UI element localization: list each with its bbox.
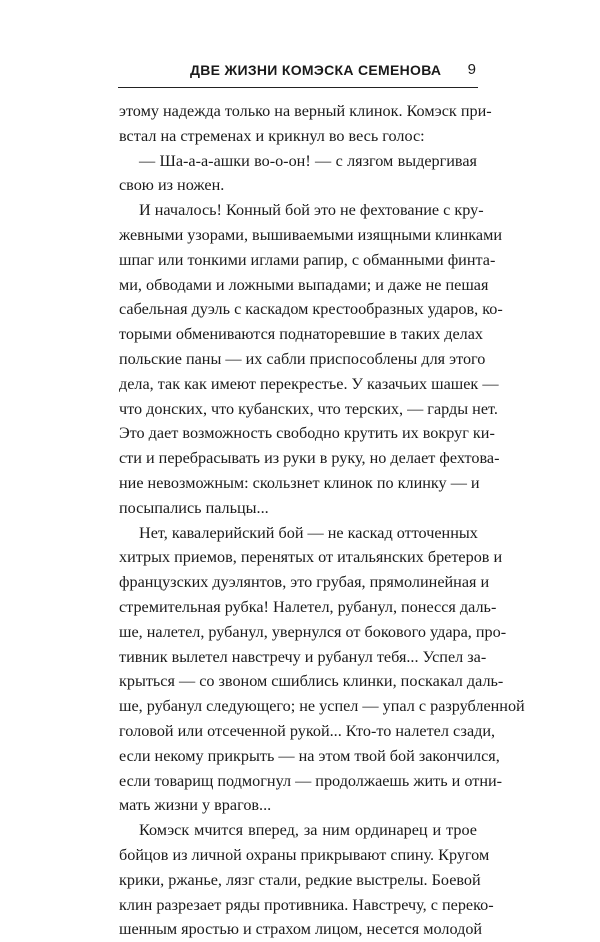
text-line: крики, ржанье, лязг стали, редкие выстрелы. Боевой (119, 870, 481, 889)
text-line: Комэск мчится вперед, за ним ординарец и трое (139, 821, 477, 840)
text-line: мать жизни у врагов... (119, 796, 272, 815)
text-line: Нет, кавалерийский бой — не каскад отточенных (139, 523, 478, 542)
text-line: клин разрезает ряды противника. Навстречу, с переко- (119, 895, 494, 914)
text-line: жевными узорами, вышиваемыми изящными клинками (119, 225, 503, 244)
text-line: посыпались пальцы... (119, 498, 269, 517)
text-line: тивник вылетел навстречу и рубанул тебя... Успел за- (119, 647, 487, 666)
text-line: этому надежда только на верный клинок. Комэск при- (119, 102, 492, 120)
text-line: бойцов из личной охраны прикрывают спину. Кругом (119, 845, 490, 864)
text-line: ние невозможным: скользнет клинок по клинку — и (119, 473, 480, 492)
text-line: сти и перебрасывать из руки в руку, но делает фехтова- (119, 449, 500, 468)
body-text (119, 99, 525, 942)
text-line: польские паны — их сабли приспособлены для этого (119, 349, 486, 368)
text-line: стремительная рубка! Налетел, рубанул, понесся даль- (119, 597, 497, 616)
text-line: встал на стременах и крикнул во весь голос: (119, 126, 425, 145)
text-line: ше, налетел, рубанул, увернулся от бокового удара, про- (119, 622, 507, 641)
text-line: если товарищ подмогнул — продолжаешь жить и отни- (119, 771, 503, 790)
text-line: дела, так как имеют перекрестье. У казачьих шашек — (119, 374, 499, 393)
text-line: шенным яростью и страхом лицом, несется молодой (119, 920, 483, 939)
text-line: крыться — со звоном сшиблись клинки, поскакал даль- (119, 672, 504, 691)
text-line: свою из ножен. (119, 176, 225, 195)
text-line: ми, обводами и ложными выпадами; и даже не пешая (119, 275, 489, 294)
running-title: ДВЕ ЖИЗНИ КОМЭСКА СЕМЕНОВА (190, 62, 442, 78)
text-line: если некому прикрыть — на этом твой бой закончился, (119, 746, 500, 765)
text-line: Это дает возможность свободно крутить их вокруг ки- (119, 424, 495, 443)
text-line: что донских, что кубанских, что терских, — гарды нет. (119, 399, 498, 418)
page-number: 9 (467, 61, 476, 78)
text-line: И началось! Конный бой это не фехтование с кру- (139, 201, 484, 220)
text-line: хитрых приемов, перенятых от итальянских бретеров и (119, 548, 503, 567)
header-rule (118, 87, 478, 88)
text-line: — Ша-а-а-ашки во-о-он! — с лязгом выдергивая (139, 151, 477, 170)
text-line: головой или отсеченной рукой... Кто-то налетел сзади, (119, 721, 496, 740)
text-line: торыми обмениваются поднаторевшие в таких делах (119, 325, 484, 344)
text-line: сабельная дуэль с каскадом крестообразных ударов, ко- (119, 300, 503, 319)
page-header (118, 60, 478, 84)
text-line: ше, рубанул следующего; не успел — упал с разрубленной (119, 697, 525, 716)
text-line: французских дуэлянтов, это грубая, прямолинейная и (119, 573, 490, 592)
text-line: шпаг или тонкими иглами рапир, с обманными финта- (119, 250, 496, 269)
